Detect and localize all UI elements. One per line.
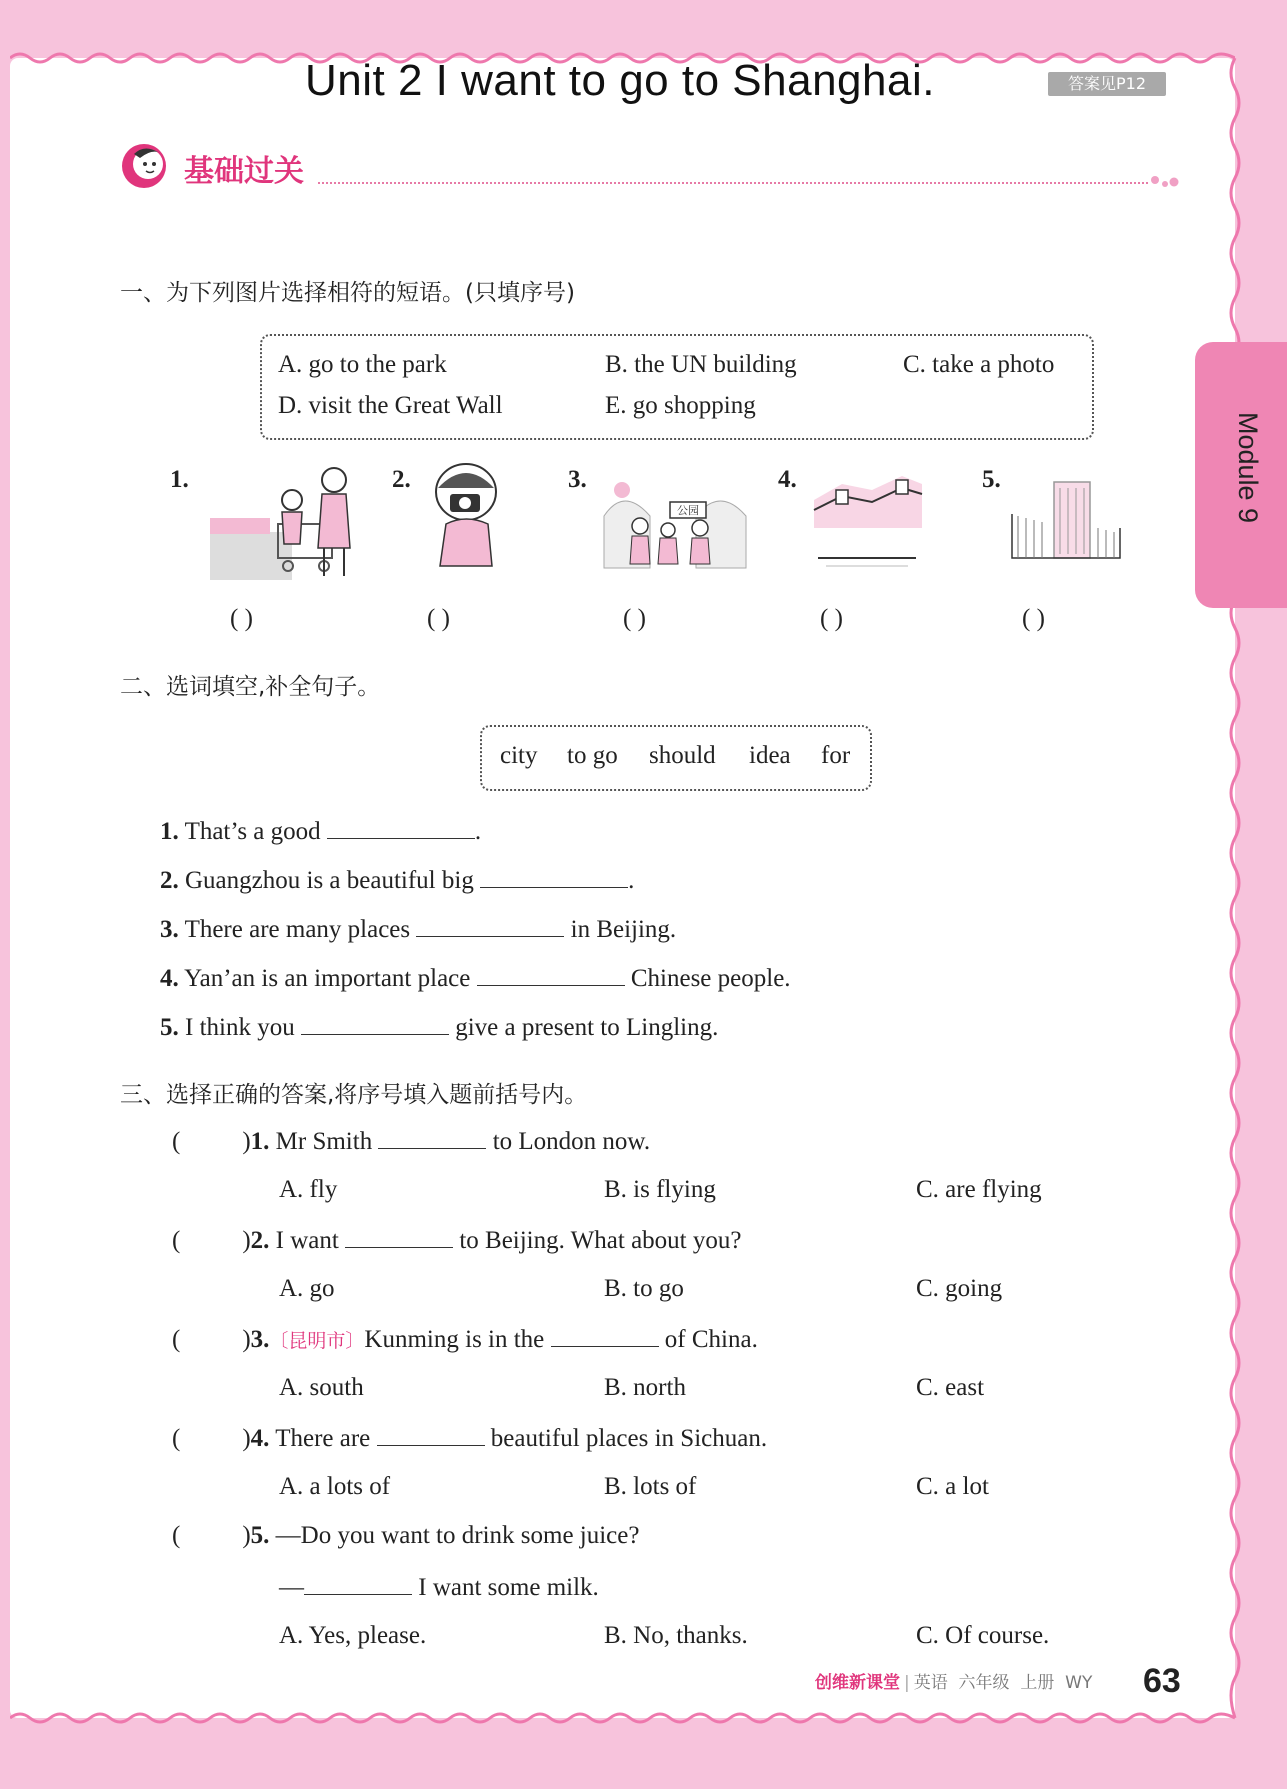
fill-text: Guangzhou is a beautiful big: [185, 867, 474, 894]
choice-1a: A. fly: [279, 1176, 338, 1203]
paren-left: (: [172, 1227, 181, 1254]
un-building-picture: [1010, 478, 1122, 566]
choice-1b: B. is flying: [604, 1176, 716, 1203]
fill-text: I think you: [185, 1014, 295, 1041]
option-b: B. the UN building: [605, 351, 797, 378]
choice-1c: C. are flying: [916, 1176, 1042, 1203]
option-d: D. visit the Great Wall: [278, 392, 503, 419]
fill-sentence-3: [160, 914, 676, 944]
question-text: I want: [275, 1227, 339, 1254]
question-text: —Do you want to drink some juice?: [275, 1522, 640, 1549]
choice-3a: A. south: [279, 1374, 364, 1401]
paren-right: ): [242, 1425, 251, 1452]
choice-4c: C. a lot: [916, 1473, 989, 1500]
answer-blank-5[interactable]: ( ): [1022, 605, 1045, 632]
fill-text: in Beijing.: [570, 916, 677, 943]
fill-num: 2.: [160, 867, 179, 894]
footer-separator: |: [904, 1673, 910, 1693]
section-header: [118, 140, 1178, 190]
choice-4b: B. lots of: [604, 1473, 697, 1500]
choice-2c: C. going: [916, 1275, 1003, 1302]
question-num: 1.: [250, 1128, 270, 1155]
region-tag: 〔昆明市〕: [269, 1330, 365, 1352]
option-e: E. go shopping: [605, 392, 756, 419]
paren-right: ): [242, 1227, 251, 1254]
paren-right: ): [242, 1326, 251, 1353]
page-number: 63: [1143, 1662, 1181, 1700]
footer-grade: 六年级: [958, 1673, 1010, 1693]
choice-2a: A. go: [279, 1275, 335, 1302]
option-c: C. take a photo: [903, 351, 1055, 378]
fill-text: Yan’an is an important place: [184, 965, 471, 992]
fill-sentence-2: [160, 865, 634, 895]
question-text: I want some milk.: [418, 1574, 599, 1601]
fill-text: Chinese people.: [630, 965, 791, 992]
choice-3c: C. east: [916, 1374, 985, 1401]
page-footer: [815, 1668, 1092, 1693]
question-blank[interactable]: [304, 1572, 412, 1595]
question-blank[interactable]: [551, 1324, 659, 1347]
question-5-reply: [279, 1572, 599, 1602]
shopping-picture: [208, 462, 358, 582]
answer-blank-3[interactable]: ( ): [623, 605, 646, 632]
section-divider: [318, 182, 1148, 184]
fill-num: 4.: [160, 965, 179, 992]
question-num: 5.: [250, 1522, 270, 1549]
question-text: Mr Smith: [275, 1128, 373, 1155]
question-blank[interactable]: [378, 1126, 486, 1149]
question-num: 2.: [250, 1227, 270, 1254]
footer-edition: WY: [1065, 1673, 1093, 1693]
park-sign: 公园: [677, 504, 699, 517]
fill-sentence-1: [160, 816, 481, 846]
question-text: beautiful places in Sichuan.: [490, 1425, 768, 1452]
fill-num: 5.: [160, 1014, 179, 1041]
fill-blank[interactable]: [477, 963, 625, 986]
picture-number-2: 2.: [392, 466, 411, 493]
word-idea: idea: [749, 742, 791, 769]
fill-text: That’s a good: [184, 818, 321, 845]
word-for: for: [821, 742, 851, 769]
fill-sentence-5: [160, 1012, 718, 1042]
choice-4a: A. a lots of: [279, 1473, 391, 1500]
question-text: —: [279, 1574, 304, 1601]
fill-sentence-4: [160, 963, 791, 993]
picture-number-5: 5.: [982, 466, 1001, 493]
paren-left: (: [172, 1128, 181, 1155]
fill-text: There are many places: [184, 916, 411, 943]
choice-3b: B. north: [604, 1374, 686, 1401]
paren-left: (: [172, 1522, 181, 1549]
paren-left: (: [172, 1326, 181, 1353]
question-num: 3.: [250, 1326, 270, 1353]
module-label: Module 9: [1233, 412, 1263, 524]
question-5: [172, 1522, 639, 1550]
question-num: 4.: [250, 1425, 270, 1452]
word-to-go: to go: [567, 742, 618, 769]
question-blank[interactable]: [345, 1225, 453, 1248]
wavy-border-right: [1227, 58, 1243, 1718]
choice-5b: B. No, thanks.: [604, 1622, 748, 1649]
choice-5a: A. Yes, please.: [279, 1622, 427, 1649]
unit-title: Unit 2 I want to go to Shanghai.: [305, 56, 935, 105]
paren-right: ): [242, 1522, 251, 1549]
footer-subject: 英语: [913, 1673, 948, 1693]
paren-left: (: [172, 1425, 181, 1452]
question-text: There are: [275, 1425, 371, 1452]
answer-blank-4[interactable]: ( ): [820, 605, 843, 632]
question-text: to London now.: [492, 1128, 651, 1155]
choice-5c: C. Of course.: [916, 1622, 1050, 1649]
question-text: of China.: [664, 1326, 758, 1353]
fill-blank[interactable]: [416, 914, 564, 937]
part3-instruction: 三、选择正确的答案,将序号填入题前括号内。: [120, 1082, 588, 1108]
photo-picture: [430, 462, 500, 572]
part1-options-box: [260, 334, 1094, 440]
park-picture: [600, 476, 750, 572]
fill-text: give a present to Lingling.: [455, 1014, 719, 1041]
answer-blank-2[interactable]: ( ): [427, 605, 450, 632]
question-text: Kunming is in the: [364, 1326, 545, 1353]
wavy-border-bottom: [10, 1710, 1235, 1726]
footer-volume: 上册: [1020, 1673, 1055, 1693]
answer-blank-1[interactable]: ( ): [230, 605, 253, 632]
fill-num: 1.: [160, 818, 179, 845]
question-blank[interactable]: [377, 1423, 485, 1446]
fill-blank[interactable]: [480, 865, 628, 888]
question-text: to Beijing. What about you?: [459, 1227, 742, 1254]
question-4: [172, 1423, 767, 1453]
picture-number-3: 3.: [568, 466, 587, 493]
fill-blank[interactable]: [327, 816, 475, 839]
picture-number-4: 4.: [778, 466, 797, 493]
question-3: [172, 1324, 758, 1354]
part1-instruction: 一、为下列图片选择相符的短语。(只填序号): [120, 280, 575, 306]
word-city: city: [500, 742, 538, 769]
fill-text: .: [474, 818, 482, 845]
option-a: A. go to the park: [278, 351, 447, 378]
great-wall-picture: [812, 470, 924, 574]
answer-reference-badge: 答案见P12: [1048, 72, 1166, 96]
question-1: [172, 1126, 650, 1156]
part2-instruction: 二、选词填空,补全句子。: [120, 674, 381, 700]
picture-number-1: 1.: [170, 466, 189, 493]
module-side-tab: [1195, 342, 1287, 608]
dots-icon: [1150, 174, 1180, 190]
section-title: 基础过关: [184, 154, 304, 189]
mascot-icon: [118, 140, 170, 190]
word-should: should: [649, 742, 716, 769]
question-2: [172, 1225, 741, 1255]
fill-blank[interactable]: [301, 1012, 449, 1035]
choice-2b: B. to go: [604, 1275, 684, 1302]
fill-num: 3.: [160, 916, 179, 943]
footer-brand: 创维新课堂: [815, 1673, 900, 1693]
paren-right: ): [242, 1128, 251, 1155]
fill-text: .: [628, 867, 635, 894]
